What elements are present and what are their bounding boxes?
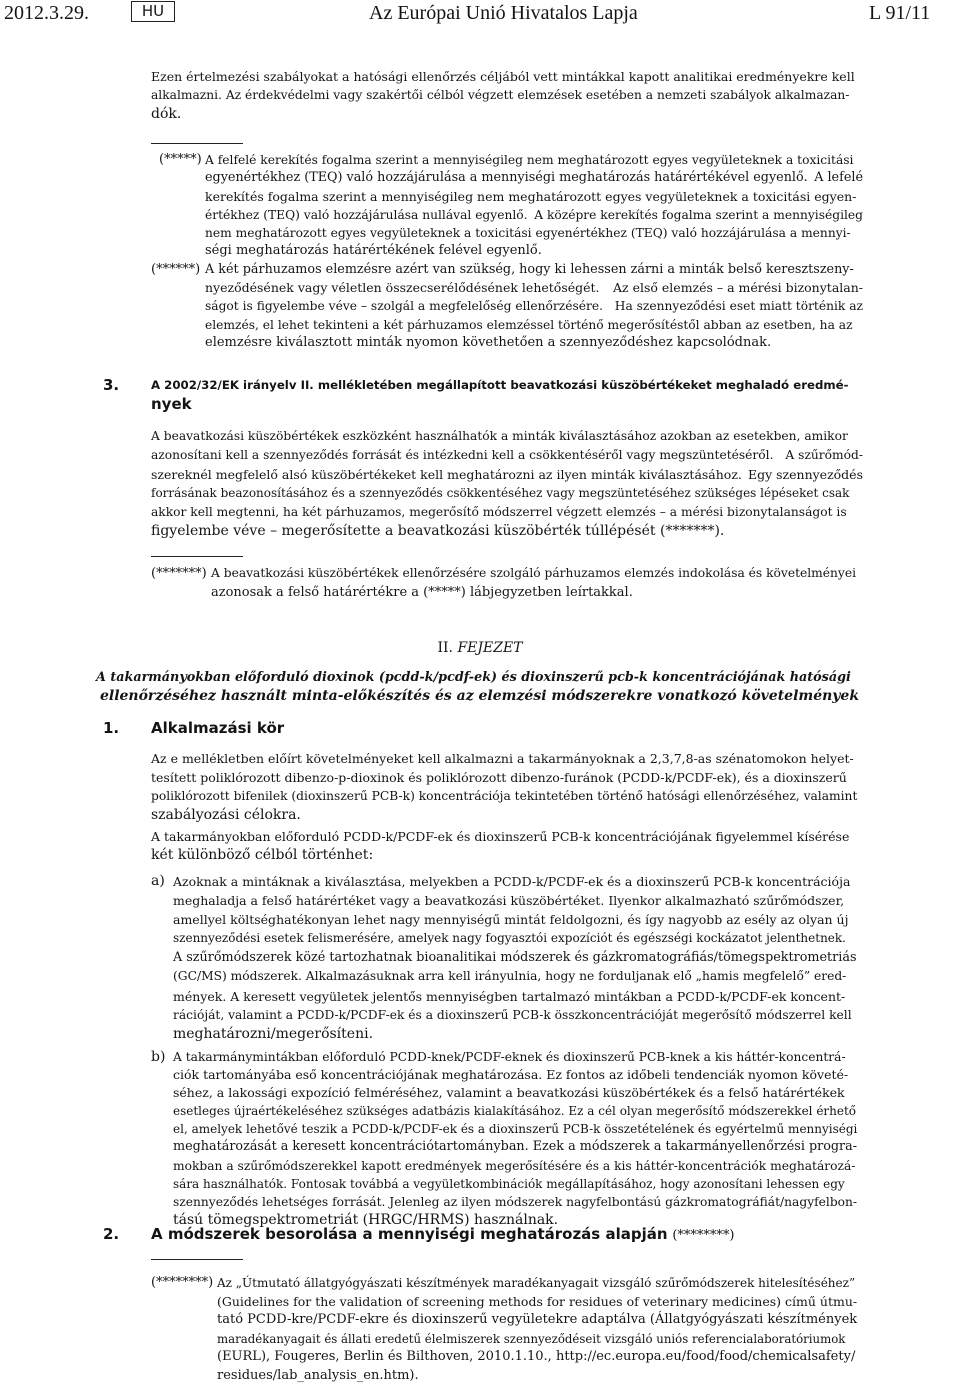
body-line: azonosítani kell a szennyeződés forrását és intézkedni kell a csökkentéséről vagy megszüntetéséről.: [151, 448, 774, 462]
body-line: séhez, a lakossági expozíció felméréséhez, valamint a beavatkozási küszöbértékek és a felső határértékek: [173, 1085, 845, 1101]
footnote-7: [151, 564, 863, 602]
intro-line: Ezen értelmezési szabályokat a hatósági ellenőrzés céljából vett mintákkal kapott analitikai eredményekre kell: [151, 69, 855, 84]
body-line: szennyeződés lehetséges forrását. Jelenleg az ilyen módszerek nagyfelbontású gázkromatográfiát/nagyfelbon-: [173, 1194, 858, 1209]
chapter-label: FEJEZET: [457, 640, 523, 656]
footnote-text: A középre kerekítés fogalma szerint a mennyiségileg: [534, 207, 863, 222]
section-number: 3.: [103, 376, 120, 394]
footnote-text: maradékanyagait és állati eredetű élelmiszerek szennyeződéseit vizsgáló uniós referencialaboratóriumok: [217, 1331, 846, 1346]
footnote-text: Ha szennyeződési eset miatt történik az: [614, 299, 863, 314]
intro-line: dók.: [151, 106, 182, 122]
chapter-title-line: ellenőrzéséhez használt minta-előkészítés és az elemzési módszerekre vonatkozó követelmények: [99, 688, 860, 704]
footnote-text: egyenértékhez (TEQ) való hozzájárulása a mennyiségi meghatározás határértékével egyenlő.: [205, 170, 808, 186]
body-line: A szűrőmódszerek közé tartozhatnak bioanalitikai módszerek és gázkromatográfiás/tömegspektrometriás: [173, 950, 857, 966]
footnotes-block: [151, 151, 863, 352]
body-line: szabályozási célokra.: [151, 807, 301, 823]
body-line: meghatározását a keresett koncentrációtartományban. Ezek a módszerek a takarmányellenőrzési progra-: [173, 1139, 858, 1155]
footnote-divider: [151, 556, 243, 557]
body-line: poliklórozott bifenilek (dioxinszerű PCB-k) koncentrációja tekintetében történő hatósági ellenőrzéséhez, valamint: [151, 789, 858, 803]
footnote-marker: (*******): [151, 566, 207, 581]
footnote-text: A két párhuzamos elemzésre azért van szükség, hogy ki lehessen zárni a minták belső keresztszeny-: [205, 261, 854, 277]
intro-line: alkalmazni. Az érdekvédelmi vagy szakértői célból végzett elemzések esetében a nemzeti szabályok alkalmazan-: [151, 88, 850, 102]
body-line: ciók tartományába eső koncentrációjának meghatározása. Ez fontos az időbeli tendenciák nyomon követé-: [173, 1067, 849, 1083]
chapter-title: [96, 668, 863, 706]
footnote-text: tató PCDD-kre/PCDF-ekre és dioxinszerű vegyületekre adaptálva (Állatgyógyászati készítmények: [217, 1312, 858, 1327]
footnote-text: Az „Útmutató állatgyógyászati készítmények maradékanyagait vizsgáló szűrőmódszerek hitelesítéséhez”: [217, 1276, 856, 1290]
body-line: A beavatkozási küszöbértékek eszközként használhatók a minták kiválasztásához azokban az esetekben, amikor: [151, 429, 848, 443]
section-title: nyek: [151, 395, 192, 413]
chapter-heading: [0, 640, 960, 656]
body-line: (GC/MS) módszerek. Alkalmazásuknak arra kell irányulnia, hogy ne forduljanak elő „hamis megfelelő” ered-: [173, 969, 847, 984]
footnote-text: ségi meghatározás határértékének felével egyenlő.: [205, 243, 542, 259]
page-number: L 91/11: [869, 2, 931, 24]
body-line: esetleges újraértékeléséhez szükséges adatbázis kialakításához. Ez a cél olyan megerősítő módszerekkel érhető: [173, 1104, 857, 1119]
body-line: mokban a szűrőmódszerekkel kapott eredmények megerősítésére és a kis háttér-koncentrációk meghatározá-: [173, 1158, 856, 1173]
footnote-text: Az első elemzés – a mérési bizonytalan-: [613, 280, 863, 296]
chapter-number: II.: [437, 640, 453, 656]
section-number: 2.: [103, 1225, 120, 1243]
chapter-title-line: A takarmányokban előforduló dioxinok (pcdd-k/pcdf-ek) és dioxinszerű pcb-k koncentrációjának hatósági: [96, 670, 851, 685]
footnote-ref: (********): [672, 1228, 735, 1243]
body-line: Az e mellékletben előírt követelményeket kell alkalmazni a takarmányoknak a 2,3,7,8-as szénatomokon helyet-: [151, 751, 854, 766]
footnote-text: elemzésre kiválasztott minták nyomon követhetően a szennyeződéshez kapcsolódnak.: [205, 334, 772, 350]
footnote-text: A beavatkozási küszöbértékek ellenőrzésére szolgáló párhuzamos elemzés indokolása és követelményei: [211, 566, 857, 580]
footnote-text: (EURL), Fougeres, Berlin és Bilthoven, 2010.1.10., http://ec.europa.eu/food/food/chemicalsafety/: [217, 1349, 856, 1364]
footnote-text: ságot is figyelembe véve – szolgál a megfelelőség ellenőrzésére.: [205, 299, 604, 314]
body-line: sára használhatók. Fontosak továbbá a vegyületkombinációk megállapításához, hogy azonosítani lehessen egy: [173, 1176, 845, 1191]
body-line: mények. A keresett vegyületek jelentős mennyiségben tartalmazó mintákban a PCDD-k/PCDF-ek koncent-: [173, 988, 846, 1004]
body-line: szereknél megfelelő alsó küszöbértékeket kell meghatározni az ilyen minták kiválasztásához.: [151, 467, 742, 482]
body-line: szennyeződési esetek felismerésére, amelyek nagy fogyasztói expozíciót és egészségi kockázatot jelenthetnek.: [173, 931, 846, 946]
body-line: akkor kell megtenni, ha két párhuzamos, megerősítő módszerrel végzett elemzés – a mérési bizonytalanságot is: [151, 505, 847, 519]
section-title: Alkalmazási kör: [151, 719, 285, 737]
body-line: meghaladja a felső határértéket vagy a beavatkozási küszöbértéket. Ilyenkor alkalmazható szűrőmódszer,: [173, 893, 845, 909]
language-badge: HU: [131, 1, 175, 22]
body-line: A takarmányokban előforduló PCDD-k/PCDF-ek és dioxinszerű PCB-k koncentrációjának figyelemmel kísérése: [151, 829, 850, 844]
body-line: figyelembe véve – megerősítette a beavatkozási küszöbérték túllépését (*******).: [151, 523, 725, 539]
body-line: amellyel költséghatékonyan lehet nagy mennyiségű mintát feldolgozni, és így nagyobb az esély az olyan új: [173, 912, 849, 928]
intro-paragraph: [151, 67, 863, 124]
body-line: tesített poliklórozott dibenzo-p-dioxinok és poliklórozott dibenzo-furánok (PCDD-k/PCDF-ek), és a dioxinszerű: [151, 770, 847, 785]
footnote-text: (Guidelines for the validation of screening methods for residues of veterinary medicines) című útmu-: [217, 1293, 858, 1309]
section-1-para-1: [151, 749, 863, 825]
footnote-text: azonosak a felső határértékre a (*****) lábjegyzetben leírtakkal.: [211, 585, 633, 600]
footnote-text: elemzés, el lehet tekinteni a két párhuzamos elemzéssel történő megerősítéstől abban az esetben, ha az: [205, 317, 853, 332]
footnote-text: nem meghatározott egyes vegyületeknek a toxicitási egyenértékhez (TEQ) való hozzájárulása a mennyi-: [205, 226, 851, 241]
list-marker: a): [151, 873, 165, 889]
body-line: A takarmánymintákban előforduló PCDD-knek/PCDF-eknek és dioxinszerű PCB-knek a kis háttér-koncentrá-: [173, 1050, 846, 1064]
footnote-text: értékhez (TEQ) való hozzájárulása nullával egyenlő.: [205, 207, 528, 222]
section-3-body: [151, 427, 863, 541]
footnote-text: nyeződésének vagy véletlen összecserélődésének lehetőségét.: [205, 280, 600, 296]
body-line: Egy szennyeződés: [747, 467, 863, 482]
body-line: el, amelyek lehetővé teszik a PCDD-k/PCDF-ek és a dioxinszerű PCB-k összetételének és egyértelmű mennyiségi: [173, 1122, 858, 1137]
body-line: forrásának beazonosításához és a szennyeződés csökkentéséhez vagy megszüntetéséhez szükséges lépéseket csak: [151, 486, 850, 500]
footnote-divider: [151, 1259, 243, 1260]
section-title: A 2002/32/EK irányelv II. mellékletében megállapított beavatkozási küszöbértékeket meghaladó eredmé-: [151, 378, 849, 392]
footnote-text: kerekítés fogalma szerint a mennyiségileg nem meghatározott egyes vegyületeknek a toxicitási egyen-: [205, 188, 857, 204]
footnote-text: A felfelé kerekítés fogalma szerint a mennyiségileg nem meghatározott egyes vegyületeknek a toxicitási: [205, 153, 854, 167]
body-line: Azoknak a mintáknak a kiválasztása, melyekben a PCDD-k/PCDF-ek és a dioxinszerű PCB-k koncentrációja: [173, 874, 851, 889]
footnote-marker: (*****): [159, 152, 202, 167]
footnote-marker: (******): [151, 261, 201, 277]
footnote-divider: [151, 143, 243, 144]
journal-title: Az Európai Unió Hivatalos Lapja: [369, 2, 638, 24]
footnote-marker: (********): [151, 1275, 214, 1290]
footnote-text: residues/lab_analysis_en.htm).: [217, 1367, 419, 1383]
body-line: két különböző célból történhet:: [151, 847, 374, 863]
section-number: 1.: [103, 719, 120, 737]
section-1-para-2: [151, 827, 863, 865]
body-line: tású tömegspektrometriát (HRGC/HRMS) használnak.: [173, 1211, 559, 1228]
body-line: A szűrőmód-: [785, 448, 863, 462]
body-line: rációját, valamint a PCDD-k/PCDF-ek és a dioxinszerű PCB-k összkoncentrációját megerősítő módszerrel kell: [173, 1007, 852, 1022]
footnote-text: A lefelé: [814, 170, 863, 186]
list-marker: b): [151, 1049, 166, 1065]
body-line: meghatározni/megerősíteni.: [173, 1025, 374, 1042]
section-title: A módszerek besorolása a mennyiségi meghatározás alapján: [151, 1225, 668, 1243]
header-date: 2012.3.29.: [4, 2, 89, 24]
